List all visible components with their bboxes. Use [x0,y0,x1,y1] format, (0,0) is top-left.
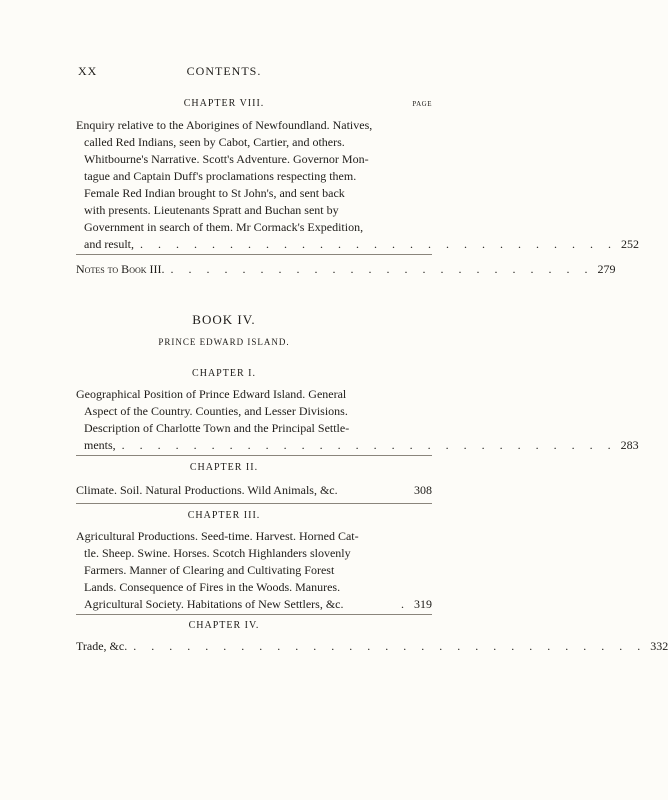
notes-label: Notes to Book III. [76,262,165,276]
entry-line: Whitbourne's Narrative. Scott's Adventure. Governor Mon- [84,152,369,166]
page-number: 308 [414,483,432,497]
chapter-2-heading: CHAPTER II. [189,462,259,473]
book-title: BOOK IV. [192,312,256,327]
entry-line-text: Trade, &c. [76,639,128,653]
entry-line: tague and Captain Duff's proclamations respecting them. [84,169,357,183]
notes-entry [76,262,616,277]
dot-leader: . . . . . . . . . . . . . . . . . . . . . . . . . . . . . [133,639,647,653]
entry-line: Lands. Consequence of Fires in the Woods. Manures. [84,580,341,594]
chapter-4-heading: CHAPTER IV. [188,620,260,631]
page-number: 332 [650,639,668,653]
chapter-8-entry [76,117,639,253]
dot-leader: . . . . . . . . . . . . . . . . . . . . . . . . [170,262,594,276]
entry-line: tle. Sheep. Swine. Horses. Scotch Highlanders slovenly [84,546,351,560]
book-subtitle: PRINCE EDWARD ISLAND. [158,337,290,347]
entry-line: Female Red Indian brought to St John's, and sent back [84,186,345,200]
chapter-4-entry [76,638,668,655]
entry-last-line [76,482,432,499]
entry-line-text: Agricultural Society. Habitations of New Settlers, &c. [84,597,344,611]
entry-last-line [76,596,432,613]
entry-line: with presents. Lieutenants Spratt and Buchan sent by [84,203,339,217]
divider [76,254,432,255]
divider [76,503,432,504]
dot-leader: . . . . . . . . . . . . . . . . . . . . . . . . . . . [140,237,617,251]
chapter-3-heading: CHAPTER III. [187,510,261,521]
chapter-1-entry [76,386,639,454]
entry-line: Enquiry relative to the Aborigines of Newfoundland. Natives, [76,118,373,132]
entry-line: Description of Charlotte Town and the Principal Settle- [84,421,350,435]
divider [76,455,432,456]
entry-line: Government in search of them. Mr Cormack's Expedition, [84,220,364,234]
page-column-label: PAGE [412,100,432,108]
page-number: 252 [621,237,639,251]
entry-line-text: Climate. Soil. Natural Productions. Wild Animals, &c. [76,483,338,497]
entry-line-text: and result, [84,237,134,251]
chapter-1-heading: CHAPTER I. [192,368,256,379]
chapter-2-entry [76,482,432,499]
page-number: 279 [597,262,616,276]
entry-line: Aspect of the Country. Counties, and Lesser Divisions. [84,404,348,418]
page-number: 283 [620,438,639,452]
entry-last-line [76,236,639,253]
entry-last-line [76,437,639,454]
entry-line: Farmers. Manner of Clearing and Cultivating Forest [84,563,335,577]
running-title: CONTENTS. [186,64,262,78]
entry-line: Geographical Position of Prince Edward Island. General [76,387,347,401]
chapter-3-entry [76,528,432,613]
dot-leader: . . . . . . . . . . . . . . . . . . . . . . . . . . . . [121,438,617,452]
divider [76,614,432,615]
entry-line-text: ments, [84,438,116,452]
page-number: 319 [414,597,432,611]
dot-leader: . [401,597,410,611]
chapter-8-heading: CHAPTER VIII. [183,98,265,109]
entry-last-line [76,638,668,655]
entry-line: called Red Indians, seen by Cabot, Cartier, and others. [84,135,345,149]
entry-line: Agricultural Productions. Seed-time. Harvest. Horned Cat- [76,529,359,543]
page-folio: XX [78,64,98,78]
